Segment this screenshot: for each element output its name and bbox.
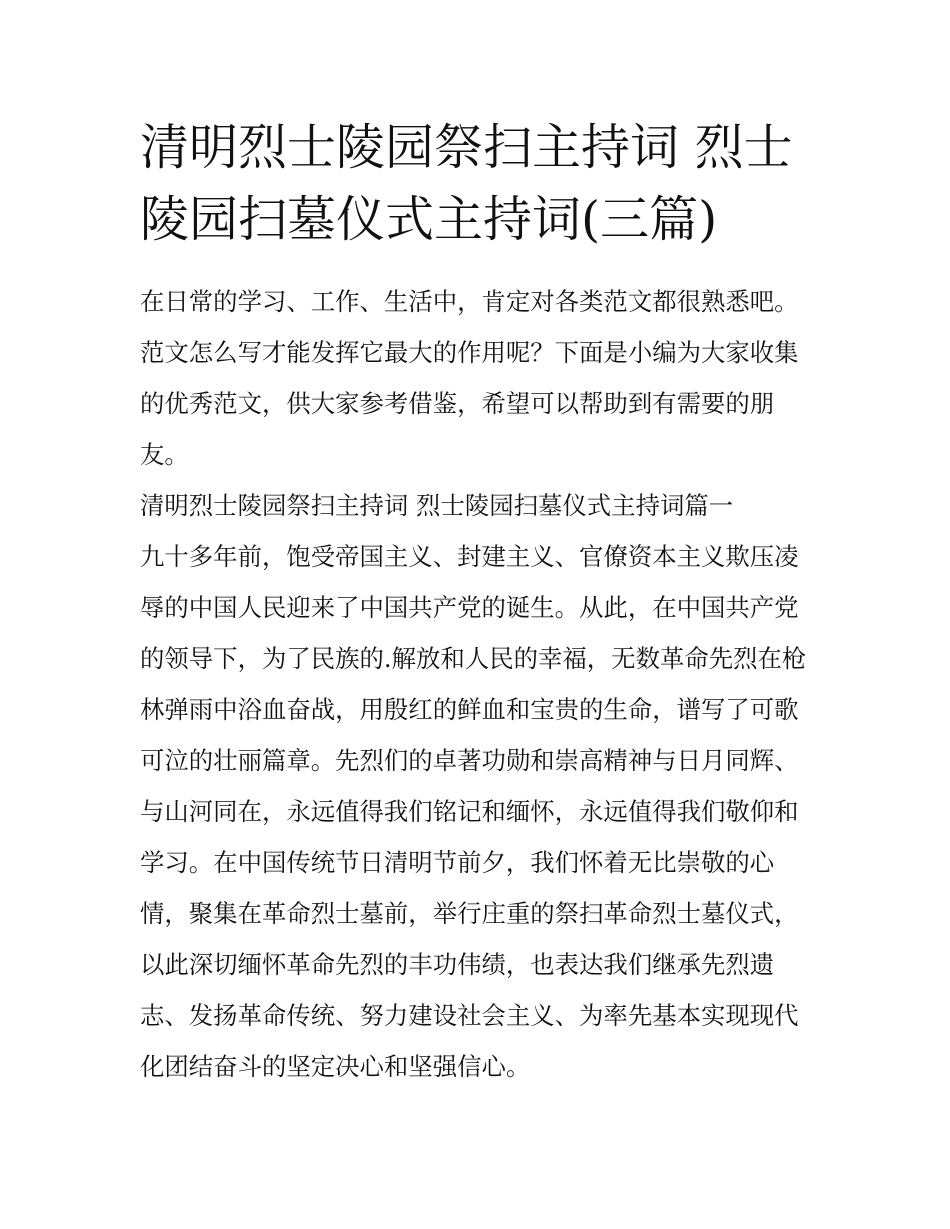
document-title: 清明烈士陵园祭扫主持词 烈士陵园扫墓仪式主持词(三篇) (140, 119, 793, 248)
document-content (140, 112, 812, 1092)
section-heading: 清明烈士陵园祭扫主持词 烈士陵园扫墓仪式主持词篇一 (140, 491, 734, 520)
intro-paragraph: 在日常的学习、工作、生活中，肯定对各类范文都很熟悉吧。范文怎么写才能发挥它最大的作用呢？下面是小编为大家收集的优秀范文，供大家参考借鉴，希望可以帮助到有需要的朋友。 (140, 287, 799, 469)
body-paragraph: 九十多年前，饱受帝国主义、封建主义、官僚资本主义欺压凌辱的中国人民迎来了中国共产党的诞生。从此，在中国共产党的领导下，为了民族的.解放和人民的幸福，无数革命先烈在枪林弹雨中浴血奋战，用殷红的鲜血和宝贵的生命，谱写了可歌可泣的壮丽篇章。先烈们的卓著功勋和崇高精神与日月同辉、与山河同在，永远值得我们铭记和缅怀，永远值得我们敬仰和学习。在中国传统节日清明节前夕，我们怀着无比崇敬的心情，聚集在革命烈士墓前，举行庄重的祭扫革命烈士墓仪式，以此深切缅怀革命先烈的丰功伟绩，也表达我们继承先烈遗志、发扬革命传统、努力建设社会主义、为率先基本实现现代化团结奋斗的坚定决心和坚强信心。 (140, 542, 807, 1081)
